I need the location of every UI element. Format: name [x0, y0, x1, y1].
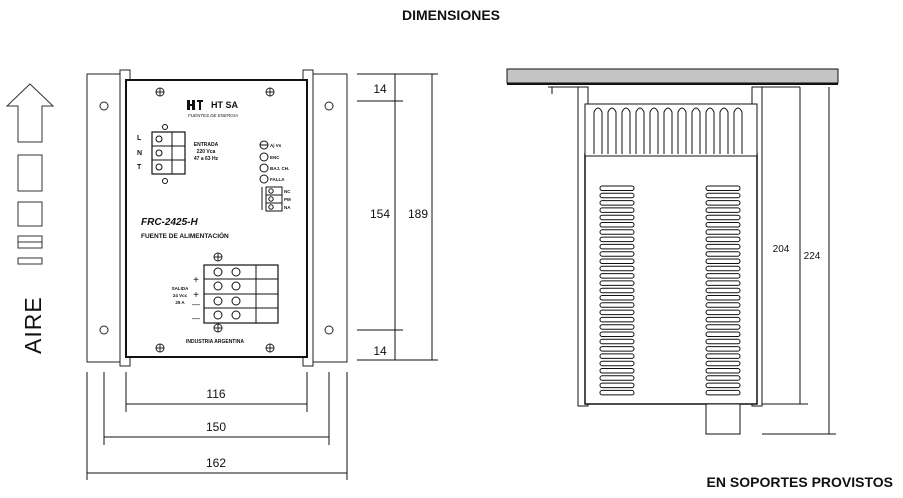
indicator-falla: FALLA: [270, 177, 285, 182]
input-label-line1: ENTRADA: [193, 142, 219, 148]
mounting-rail: [507, 69, 838, 83]
airflow-block-2: [18, 202, 42, 226]
terminal-label-l: L: [137, 135, 142, 142]
model-number: FRC-2425-H: [141, 217, 198, 228]
brand-subtitle: FUENTES DE ENERGIA: [188, 113, 239, 118]
terminal-label-n: N: [137, 150, 143, 157]
dim-150: 150: [205, 420, 227, 434]
output-label-line1: SALIDA: [171, 286, 189, 291]
airflow-block-4: [18, 258, 42, 264]
dim-204: 204: [772, 244, 790, 255]
side-connector: [706, 404, 740, 434]
input-label-line2: 220 Vca: [196, 149, 216, 155]
input-label-line3: 47 a 63 Hz: [193, 156, 219, 162]
airflow-indicator: [7, 84, 53, 264]
relay-pm: PM: [284, 197, 291, 202]
output-label-line3: 25 A: [175, 300, 185, 305]
footer-note: EN SOPORTES PROVISTOS: [706, 474, 893, 490]
dim-189: 189: [407, 207, 429, 221]
indicator-enc: ENC: [270, 155, 280, 160]
output-sign-2: +: [193, 290, 199, 301]
output-sign-1: +: [193, 275, 199, 286]
dim-14-top: 14: [373, 82, 387, 96]
side-dimensions: [762, 87, 836, 434]
heatsink: [585, 104, 757, 156]
output-sign-3: —: [192, 300, 200, 309]
dim-154: 154: [369, 207, 391, 221]
drawing-title: DIMENSIONES: [401, 7, 501, 23]
dim-162: 162: [205, 456, 227, 470]
output-sign-4: —: [192, 314, 200, 323]
airflow-arrow-icon: [7, 84, 53, 142]
side-housing: [585, 154, 757, 404]
air-label: AIRE: [20, 296, 46, 354]
ht-logo-icon: [187, 100, 203, 110]
indicator-baj-ch: BAJ. CH.: [270, 166, 290, 171]
output-label-line2: 24 Vcc: [172, 293, 188, 298]
indicator-aj-vs: Aj Vs: [270, 143, 282, 148]
terminal-label-t: T: [137, 164, 142, 171]
front-view: [87, 70, 347, 366]
input-terminal-block: [152, 132, 185, 174]
dim-224: 224: [803, 251, 821, 262]
brand-name: HT SA: [211, 100, 238, 110]
relay-nc: NC: [284, 189, 291, 194]
airflow-block-1: [18, 155, 42, 191]
dim-14-bottom: 14: [373, 344, 387, 358]
model-description: FUENTE DE ALIMENTACIÓN: [141, 233, 229, 240]
dim-116: 116: [206, 387, 226, 401]
relay-na: NA: [284, 205, 291, 210]
origin-label: INDUSTRIA ARGENTINA: [186, 339, 244, 345]
